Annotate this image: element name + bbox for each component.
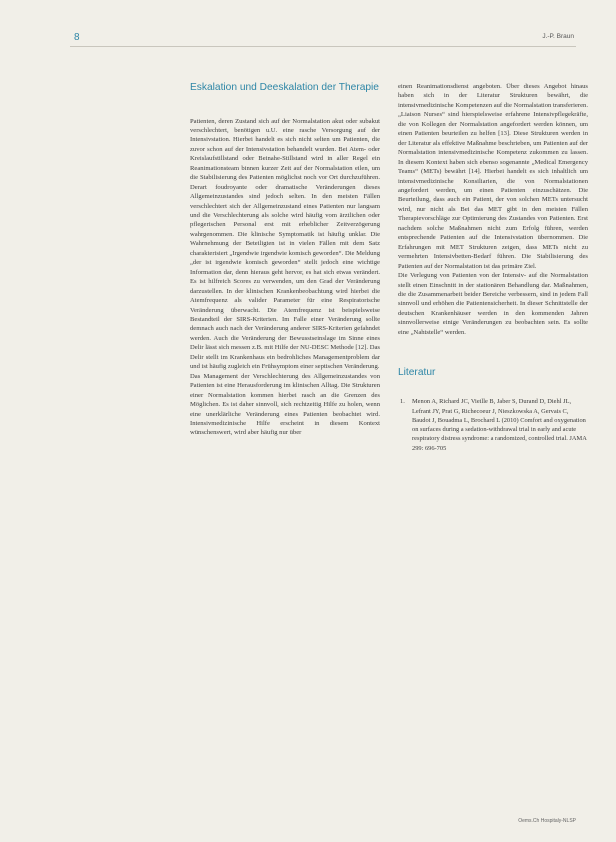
header-rule — [70, 46, 576, 47]
right-column — [398, 82, 588, 453]
running-head: J.-P. Braun — [542, 33, 574, 40]
left-paragraph-2: Das Management der Verschlechterung des Allgemeinzustandes von Patienten ist eine Herausforderung im klinischen Alltag. Die Strukturen einer Normalstation kommen hierbei rasch an die Grenzen des Möglichen. Es ist daher sinnvoll, sich rechtzeitig Hilfe zu holen, wenn eine unerklärliche Veränderung eines Patienten beobachtet wird. Intensivmedizinische Hilfe erscheint in diesem Kontext wünschenswert, wird aber häufig nur über — [190, 372, 380, 437]
section-title: Eskalation und Deeskalation der Therapie — [190, 82, 379, 93]
literature-title: Literatur — [398, 367, 436, 379]
footer-text: Oems.Ch Hospitaly-NLSP — [518, 818, 576, 824]
left-column — [190, 82, 380, 438]
reference-list — [398, 397, 588, 453]
left-paragraph-1: Patienten, deren Zustand sich auf der Normalstation akut oder subakut verschlechtert, benötigen u.U. eine rasche Versorgung auf der Intensivstation. Hierbei handelt es sich nicht selten um Patienten, die zuvor schon auf der Intensivstation behandelt wurden. Bei Atem- oder Kreislaufstillstand oder Beinahe-Stillstand wird in aller Regel ein Reanimationsteam binnen kurzer Zeit auf der Normalstation eilen, um die Stabilisierung des Patienten möglichst noch vor Ort durchzuführen. Derart foudroyante oder dramatische Veränderungen dieses Allgemeinzustandes sind jedoch selten. In den meisten Fällen verschlechtert sich der Allgemeinzustand eines Patienten nur langsam und die Verschlechterung als solche wird häufig vom ärztlichen oder pflegerischen Personal erst mit erheblicher Zeitverzögerung wahrgenommen. Die klinische Symptomatik ist häufig unklar. Die Wahrnehmung der Beteiligten ist in vielen Fällen mit dem Satz charakterisiert „Irgendwie irgendwie komisch geworden“. Die Meldung „der ist irgendwie komisch geworden“ stellt jedoch eine wichtige Information dar, denn hieraus geht hervor, es hat sich etwas verändert. Es ist hilfreich Scores zu verwenden, um den Grad der Veränderung darzustellen. In der klinischen Krankenbeobachtung wird hierbei die Atemfrequenz als valider Parameter für eine Respiratorische Veränderung überwacht. Die Atemfrequenz ist beispielsweise Bestandteil der SIRS-Kriterien. Im Falle einer Veränderung sollte demnach auch nach der Veränderung anderer SIRS-Kriterien gefahndet werden. Auch die Veränderung der Bewusstseinslage im Sinne eines Delir lässt sich messen z.B. mit Hilfe der NU-DESC Methode [12]. Das Delir stellt im Krankenhaus ein bedrohliches Managementproblem dar und ist häufig zugleich ein Frühsymptom einer septischen Veränderung. — [190, 117, 380, 371]
right-paragraph-2: Die Verlegung von Patienten von der Intensiv- auf die Normalstation stellt einen Einschnitt in der stationären Behandlung dar. Maßnahmen, die die Zusammenarbeit beider Bereiche verbessern, sind in jedem Fall sinnvoll und erhöhen die Patientensicherheit. In dieser Schnittstelle der deutschen Krankenhäuser werden in den kommenden Jahren sinnvollerweise einige Veränderungen zu beobachten sein. Es sollte eine „Nahtstelle“ werden. — [398, 272, 588, 336]
reference-number: 1. — [400, 398, 405, 406]
right-paragraph-1: einen Reanimationsdienst angeboten. Über dieses Angebot hinaus haben sich in der Literatur Strukturen bewährt, die intensivmedizinische Kompetenzen auf die Normalstation transferieren. „Liaison Nurses“ sind hierspielsweise erfahrene Intensivpflegekräfte, die von Kollegen der Normalstation angefordert werden können, um einen Patienten beurteilen zu helfen [13]. Diese Strukturen werden in der Literatur als effektive Maßnahme beschrieben, um Patienten auf der Normalstation intensivmedizinische Kompetenz zukommen zu lassen. In diesem Kontext haben sich ebenso sogenannte „Medical Emergency Teams“ (METs) bewährt [14]. Hierbei handelt es sich inhaltlich um intensivmedizinische Konsiliarien, die von Normalstationen angefordert werden, um einen Patienten einzuschätzen. Die Beurteilung, dass auch ein Patient, der von solchen METs untersucht wird, nur nicht als Bei das MET gibt in den meisten Fällen Therapievorschläge zur Optimierung des Zustandes von Patienten. Erst nachdem solche Maßnahmen nicht zum Erfolg führen, werden entsprechende Patienten auf die Intensivstation übernommen. Die Erfahrungen mit MET Strukturen zeigen, dass METs nicht zu vermehrten Intensivbetten-Bedarf führen. Die Stabilisierung des Patienten auf der Normalstation ist das primäre Ziel. — [398, 83, 588, 270]
reference-item — [398, 397, 588, 453]
reference-text: Menon A, Richard JC, Vieille B, Jaber S, Durand D, Diehl JL, Lefrant JY, Prat G, Richecoeur J, Nieszkowska A, Gervais C, Baudot J, Bouadma L, Brochard L (2010) Comfort and oxygenation on surfaces during a sedation-withdrawal trial in early and acute respiratory distress syndrome: a randomized, controlled trial. JAMA 299: 696-705 — [412, 398, 587, 452]
page-number: 8 — [74, 32, 80, 43]
